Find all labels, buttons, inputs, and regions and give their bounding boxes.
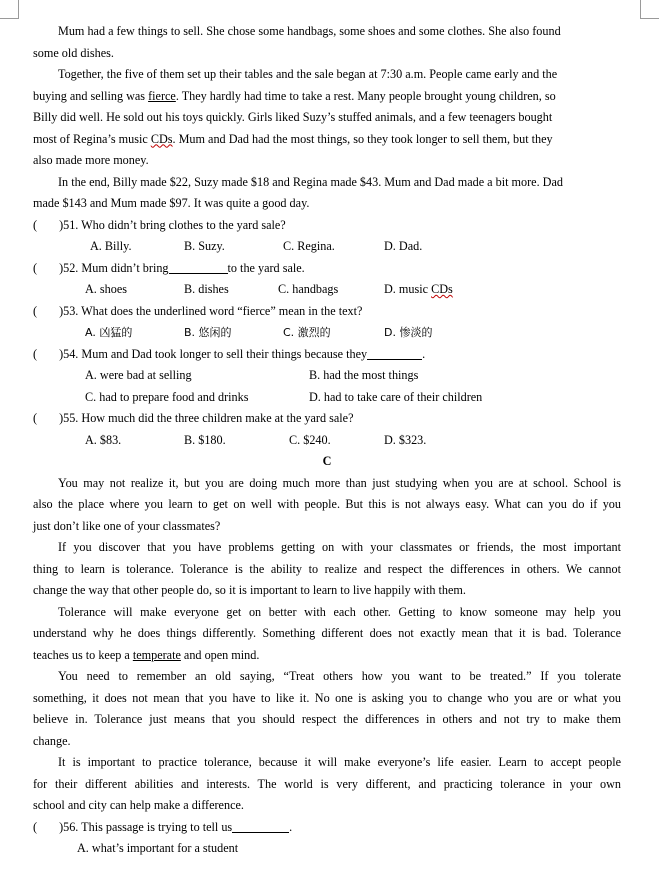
answer-bracket: ( <box>33 346 38 361</box>
option-d: D. 惨淡的 <box>384 326 433 339</box>
text: You may not realize it, but you are doing much more than just studying when you are at school. School is <box>58 475 621 490</box>
passage-line <box>33 43 621 65</box>
text: also made more money. <box>33 153 149 167</box>
option-b: B. 悠闲的 <box>184 326 232 339</box>
question-55 <box>33 408 621 430</box>
option-a: A. were bad at selling <box>85 368 192 382</box>
text: some old dishes. <box>33 45 114 60</box>
passage-line <box>33 559 621 581</box>
text: In the end, Billy made $22, Suzy made $18 and Regina made $43. Mum and Dad made a bit more. Dad <box>58 174 563 189</box>
question-stem: . <box>289 819 293 834</box>
passage-line <box>33 731 621 753</box>
option-a: A. what’s important for a student <box>77 841 239 855</box>
passage-line <box>33 795 621 817</box>
text: Together, the five of them set up their tables and the sale began at 7:30 a.m. People came early and the <box>58 67 558 81</box>
question-52 <box>33 258 621 280</box>
text: change the way that other people do, so it is important to learn to live happily with them. <box>33 583 466 597</box>
question-stem: )54. Mum and Dad took longer to sell their things because they <box>59 346 368 361</box>
text: D. music <box>384 282 432 296</box>
section-heading-c: C <box>322 454 332 468</box>
question-stem: )51. Who didn’t bring clothes to the yard sale? <box>59 217 286 232</box>
passage-line <box>33 86 621 108</box>
text: also the place where you learn to get on well with people. But this is not always easy. What can you do if you <box>33 497 621 511</box>
passage-line <box>33 107 621 129</box>
option-b: B. $180. <box>184 432 226 447</box>
underlined-word-temperate: temperate <box>132 647 181 662</box>
passage-line <box>33 602 621 624</box>
question-54-options-ab <box>33 365 621 387</box>
text: most of Regina’s music <box>33 131 151 146</box>
passage-line <box>33 666 621 688</box>
crop-mark-top-left <box>0 0 19 19</box>
text: If you discover that you have problems getting on with your classmates or friends, the most important <box>58 540 621 554</box>
text: It is important to practice tolerance, because it will make everyone’s life easier. Learn to accept people <box>58 755 621 769</box>
question-stem: )55. How much did the three children make at the yard sale? <box>59 411 354 425</box>
text: thing to learn is tolerance. Tolerance is the ability to realize and respect the differences in others. We cannot <box>33 561 621 576</box>
text: understand why he does things differently. Something different does not exactly mean that it is bad. Tolerance <box>33 626 621 640</box>
text: Tolerance will make everyone get on better with each other. Getting to know someone may help you <box>58 604 621 619</box>
passage-line <box>33 645 621 667</box>
option-a: A. $83. <box>85 432 122 447</box>
option-d: D. had to take care of their children <box>309 389 483 404</box>
passage-line <box>33 150 621 172</box>
text: believe in. Tolerance just means that you should respect the differences in others and not try to make them <box>33 712 621 726</box>
option-c: C. $240. <box>289 432 331 447</box>
question-stem: )56. This passage is trying to tell us <box>59 819 233 834</box>
text: Billy did well. He sold out his toys quickly. Girls liked Suzy’s stuffed animals, and a few teenagers bought <box>33 110 553 124</box>
option-a: A. Billy. <box>90 239 132 253</box>
text: teaches us to keep a <box>33 647 133 662</box>
passage-line <box>33 516 621 538</box>
option-c: C. 激烈的 <box>283 326 331 339</box>
answer-bracket: ( <box>33 260 38 275</box>
question-56 <box>33 817 621 839</box>
answer-blank <box>232 819 289 833</box>
passage-line <box>33 752 621 774</box>
text: made $143 and Mum made $97. It was quite a good day. <box>33 196 310 210</box>
text: for their different abilities and interests. The world is very different, and practicing tolerance in your own <box>33 776 621 791</box>
answer-bracket: ( <box>33 411 38 425</box>
option-a: A. 凶猛的 <box>85 326 133 339</box>
crop-mark-top-right <box>640 0 659 19</box>
passage-line <box>33 129 621 151</box>
text: change. <box>33 733 71 748</box>
option-b: B. dishes <box>184 282 229 296</box>
passage-line <box>33 473 621 495</box>
question-stem: )53. What does the underlined word “fierce” mean in the text? <box>59 303 363 318</box>
question-56-options <box>33 838 621 860</box>
option-b: B. had the most things <box>309 368 419 382</box>
answer-bracket: ( <box>33 819 38 834</box>
option-c: C. handbags <box>278 282 339 296</box>
text: . Mum and Dad had the most things, so they took longer to sell them, but they <box>172 131 553 146</box>
question-stem: )52. Mum didn’t bring <box>59 260 169 275</box>
spellcheck-word: CDs <box>431 282 453 296</box>
passage-line <box>33 172 621 194</box>
question-53-options <box>33 322 621 344</box>
option-a: A. shoes <box>85 282 127 296</box>
passage-line <box>33 709 621 731</box>
passage-line <box>33 193 621 215</box>
option-c: C. had to prepare food and drinks <box>85 389 249 404</box>
passage-line <box>33 64 621 86</box>
passage-line <box>33 774 621 796</box>
option-d: D. Dad. <box>384 239 423 253</box>
text: school and city can help make a difference. <box>33 798 244 812</box>
passage-line <box>33 21 621 43</box>
question-54 <box>33 344 621 366</box>
answer-bracket: ( <box>33 217 38 232</box>
spellcheck-word: CDs <box>150 131 173 146</box>
text: Mum had a few things to sell. She chose some handbags, some shoes and some clothes. She also found <box>58 24 561 38</box>
answer-blank <box>367 346 422 360</box>
question-stem: . <box>422 346 426 361</box>
text: something, it does not mean that you have to like it. No one is asking you to change who you are or what you <box>33 690 621 705</box>
answer-bracket: ( <box>33 303 38 318</box>
option-c: C. Regina. <box>283 239 335 253</box>
question-53 <box>33 301 621 323</box>
option-d <box>384 279 453 301</box>
passage-line <box>33 688 621 710</box>
text: You need to remember an old saying, “Treat others how you want to be treated.” If you tolerate <box>58 669 621 683</box>
document-page <box>33 21 621 860</box>
text: . They hardly had time to take a rest. Many people brought young children, so <box>175 88 556 103</box>
text: and open mind. <box>180 647 260 662</box>
question-55-options <box>33 430 621 452</box>
question-stem: to the yard sale. <box>227 260 305 275</box>
underlined-word-fierce: fierce <box>148 88 176 103</box>
option-d: D. $323. <box>384 432 427 447</box>
passage-line <box>33 537 621 559</box>
text: buying and selling was <box>33 88 149 103</box>
question-51-options <box>33 236 621 258</box>
question-54-options-cd <box>33 387 621 409</box>
option-b: B. Suzy. <box>184 239 225 253</box>
passage-line <box>33 623 621 645</box>
passage-line <box>33 580 621 602</box>
question-52-options <box>33 279 621 301</box>
answer-blank <box>169 260 228 274</box>
passage-line <box>33 494 621 516</box>
text: just don’t like one of your classmates? <box>33 518 221 533</box>
question-51 <box>33 215 621 237</box>
